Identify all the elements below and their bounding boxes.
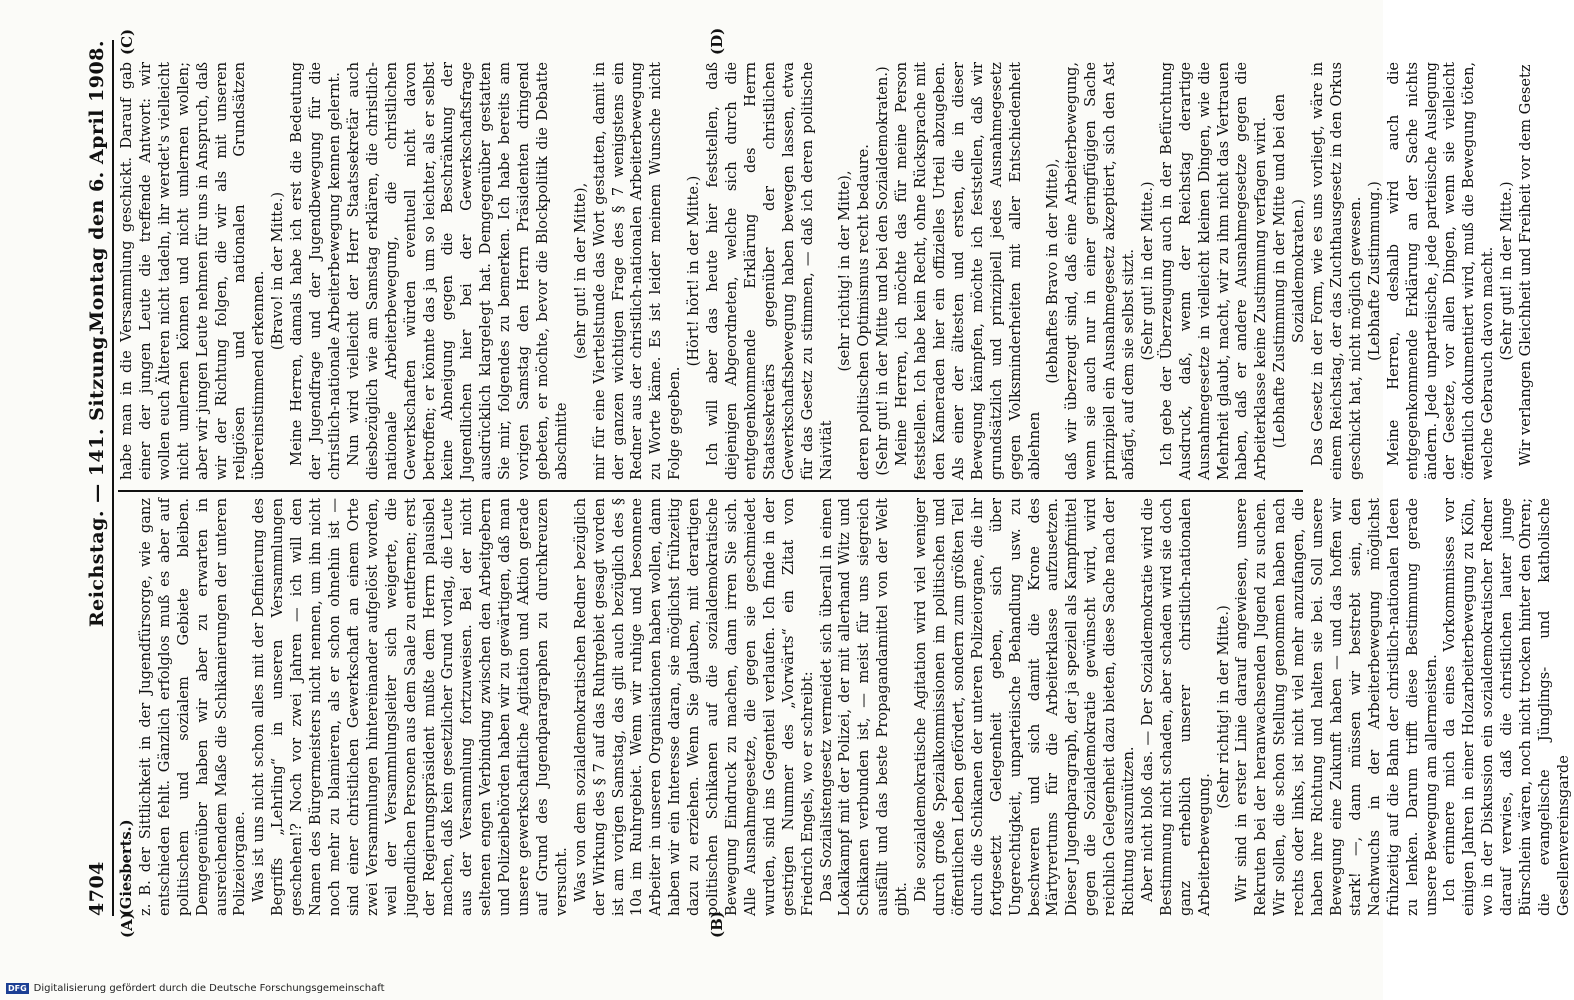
interjection: (Hört! hört! in der Mitte.) bbox=[685, 175, 703, 367]
paragraph: Die sozialdemokratische Agitation wird viel weniger durch große Spezialkommissionen im politischen und öffentlichen Leben gefördert, sondern zum größten Teil durch die Schikanen der unteren Polizeiorgane, die ihr fortgesetzt Gelegenheit geben, sich über Ungerechtigkeit, unparteiische Behandlung usw. zu beschweren und sich damit die Krone des Märtyrertums für die Arbeiterklasse aufzusetzen. Dieser Jugendparagraph, der ja speziell als Kampfmittel gegen die Sozialdemokratie gewünscht wird, wird reichlich Gelegenheit dazu bieten, diese Sache nach der Richtung auszunützen. bbox=[912, 498, 1138, 916]
paragraph: mir für eine Viertelstunde das Wort gestatten, damit in der ganzen wichtigen Frage des § 7 wenigstens ein Redner aus der christlich-nationalen Arbeiterbewegung zu Worte käme. Es ist leider meinem Wunsche nicht Folge gegeben. bbox=[590, 62, 684, 480]
paragraph: z. B. der Sittlichkeit in der Jugendfürsorge, wie ganz entschieden fehlt. Gänzlich erfolglos muß es aber auf politischem und sozialem Gebiete bleiben. Demgegenüber haben wir aber zu erwarten in ausreichendem Maße die Schikanierungen der unteren Polizeiorgane. bbox=[136, 498, 249, 916]
margin-letter-b: (B) bbox=[708, 911, 726, 938]
margin-letter-d: (D) bbox=[708, 27, 726, 55]
digitization-footer bbox=[6, 983, 385, 994]
margin-letter-c: (C) bbox=[118, 28, 136, 55]
margin-letter-a: (A) bbox=[118, 912, 136, 938]
page-header bbox=[82, 40, 114, 916]
paragraph: Meine Herren, damals habe ich erst die Bedeutung der Jugendfrage und der Jugendbewegung für die christlich-nationale Arbeiterbewegung kennen gelernt. bbox=[288, 62, 343, 480]
session-date: Montag den 6. April 1908. bbox=[86, 40, 108, 332]
interjection: (sehr gut! in der Mitte), bbox=[571, 182, 589, 360]
interjection: (Sehr gut! in der Mitte.) bbox=[1498, 181, 1516, 361]
speaker-name: (Giesberts.) bbox=[118, 819, 135, 916]
paragraph: Was von dem sozialdemokratischen Redner bezüglich der Wirkung des § 7 auf das Ruhrgebiet gesagt worden ist am vorigen Samstag, das gilt auch bezüglich des § 10a im Ruhrgebiet. Wenn wir ruhige und besonnene Arbeiter in unseren Organisationen haben wollen, dann haben wir ein Interesse daran, sie möglichst frühzeitig dazu zu erziehen. Wenn Sie glauben, mit derartigen politischen Schikanen auf die sozialdemokratische Bewegung Eindruck zu machen, dann irren Sie sich. Alle Ausnahmegesetze, die gegen sie geschmiedet wurden, sind ins Gegenteil verlaufen. Ich finde in der gestrigen Nummer des „Vorwärts“ ein Zitat von Friedrich Engels, wo er schreibt: bbox=[571, 498, 816, 916]
paragraph: habe man in die Versammlung geschickt. Darauf gab einer der jungen Leute die treffende Antwort: wir wollen euch Älteren nicht tadeln, ihr werdet's vielleicht nicht umlernen können und nicht umlernen wollen; aber wir jungen Leute nehmen für uns in Anspruch, daß wir der Richtung folgen, die wir als mit unseren religiösen und nationalen Grundsätzen übereinstimmend erkennen. bbox=[118, 62, 268, 480]
interjection: (sehr richtig! in der Mitte), bbox=[836, 170, 854, 372]
page-number: 4704 bbox=[86, 861, 108, 916]
left-column bbox=[118, 498, 1572, 916]
dfg-logo: DFG bbox=[8, 984, 27, 993]
paragraph: Das Gesetz in der Form, wie es uns vorliegt, wäre in einem Reichstag, der das Zuchthausgesetz in den Orkus geschickt hat, nicht möglich gewesen. bbox=[1309, 62, 1364, 480]
paragraph: Aber nicht bloß das. — Der Sozialdemokratie wird die Bestimmung nicht schaden, aber schaden wird sie doch ganz erheblich unserer christlich-nationalen Arbeiterbewegung. bbox=[1138, 498, 1213, 916]
paragraph: Meine Herren, ich möchte das für meine Person feststellen. Ich habe kein Recht, ohne Rücksprache mit den Kameraden hier ein offizielles Urteil abzugeben. Als einer der ältesten und ersten, die in dieser Bewegung kämpfen, möchte ich feststellen, daß wir grundsätzlich und prinzipiell jedes Ausnahmegesetz gegen Volksminderheiten mit aller Entschiedenheit ablehnen bbox=[893, 62, 1043, 480]
paragraph: Ich erinnere mich da eines Vorkommnisses vor einigen Jahren in einer Holzarbeiterbewegung zu Köln, wo in der Diskussion ein sozialdemokratischer Redner darauf verwies, daß die christlichen lauter junge Bürschlein wären, noch nicht trocken hinter den Ohren; die evangelische Jünglings- und katholische Gesellenvereinsgarde bbox=[1441, 498, 1572, 916]
paragraph: daß wir überzeugt sind, daß eine Arbeiterbewegung, wenn sie auch nur in einer geringfügigen Sache prinzipiell ein Ausnahmegesetz akzeptiert, sich den Ast abfägt, auf dem sie selbst sitzt. bbox=[1063, 62, 1138, 480]
paragraph: Ich will aber das heute hier feststellen, daß diejenigen Abgeordneten, welche sich durch die entgegenkommende Erklärung des Herrn Staatssekretärs gegenüber der christlichen Gewerkschaftsbewegung haben bewegen lassen, etwa für das Gesetz zu stimmen, — daß ich deren politische Naivität bbox=[704, 62, 835, 480]
paragraph: Das Sozialistengesetz vermeidet sich überall in einen Lokalkampf mit der Polizei, der mit allerhand Witz und Schikanen verbunden ist, — meist für uns siegreich ausfällt und das beste Propagandamittel von der Welt gibt. bbox=[817, 498, 911, 916]
right-column bbox=[118, 62, 1535, 480]
paragraph: Nun wird vielleicht der Herr Staatssekretär auch diesbezüglich wie am Samstag erklären, die christlich-nationale Arbeiterbewegung, die christlichen Gewerkschaften würden eventuell nicht davon betroffen; er könnte das ja um so leichter, als er selbst keine Abneigung gegen die Beschränkung der Jugendlichen hier bei der Gewerkschaftsfrage ausdrücklich klargelegt hat. Demgegenüber gestatten Sie mir, folgendes zu bemerken. Ich habe bereits am vorigen Samstag den Herrn Präsidenten dringend gebeten, er möchte, bevor die Blockpolitik die Debatte abschnitte bbox=[344, 62, 570, 480]
interjection: (Sehr richtig! in der Mitte.) bbox=[1214, 605, 1232, 809]
paragraph: deren politischen Optimismus recht bedaure. bbox=[855, 144, 873, 480]
interjection: (lebhaftes Bravo in der Mitte), bbox=[1044, 158, 1062, 384]
paragraph: Wir verlangen Gleichheit und Freiheit vor dem Gesetz bbox=[1517, 64, 1535, 466]
column-divider bbox=[118, 490, 1303, 492]
session-title: Reichstag. — 141. Sitzung. bbox=[86, 328, 108, 628]
paragraph: Meine Herren, deshalb wird auch die entgegenkommende Erklärung an der Sache nichts ändern. Jede unparteiische, jede parteiische Auslegung der Gesetze, vor allen Dingen, wenn sie vielleicht öffentlich dokumentiert wird, muß die Bewegung töten, welche Gebrauch davon macht. bbox=[1384, 62, 1497, 480]
paragraph: Wir sind in erster Linie darauf angewiesen, unsere Rekruten bei der heranwachsenden Jugend zu suchen. Wir sollen, die schon Stellung genommen haben nach rechts oder links, ist nicht viel mehr anzufangen, die haben ihre Richtung und halten sie bei. Soll unsere Bewegung eine Zukunft haben — und das hoffen wir stark! —, dann müssen wir bestrebt sein, den Nachwuchs in der Arbeiterbewegung möglichst frühzeitig auf die Bahn der christlich-nationalen Ideen zu lenken. Darum trifft diese Bestimmung gerade unsere Bewegung am allermeisten. bbox=[1233, 498, 1440, 916]
paragraph: Was ist uns nicht schon alles mit der Definierung des Begriffs „Lehrling“ in unseren Versammlungen geschehen!? Noch vor zwei Jahren — ich will den Namen des Bürgermeisters nicht nennen, um ihn nicht noch mehr zu blamieren, als er schon ohnehin ist — sind einer christlichen Gewerkschaft an einem Orte zwei Versammlungen hintereinander aufgelöst worden, weil der Versammlungsleiter sich weigerte, die jugendlichen Personen aus dem Saale zu entfernen; erst der Regierungspräsident mußte dem Herrn plausibel machen, daß kein gesetzlicher Grund vorlag, die Leute aus der Versammlung fortzuweisen. Bei der nicht seltenen engen Verbindung zwischen den Arbeitgebern und Polizeibehörden haben wir zu gewärtigen, daß man unsere gewerkschaftliche Agitation und Aktion gerade auf Grund des Jugendparagraphen zu durchkreuzen versucht. bbox=[250, 498, 570, 916]
interjection: (Lebhafte Zustimmung.) bbox=[1365, 181, 1383, 361]
interjection: (Lebhafte Zustimmung in der Mitte und bei den Sozialdemokraten.) bbox=[1271, 93, 1308, 449]
interjection: (Bravo! in der Mitte.) bbox=[269, 191, 287, 351]
interjection: (Sehr gut! in der Mitte und bei den Sozialdemokraten.) bbox=[874, 66, 892, 476]
footer-text: Digitalisierung gefördert durch die Deutsche Forschungsgemeinschaft bbox=[33, 983, 385, 994]
paragraph: Ich gebe der Überzeugung auch in der Befürchtung Ausdruck, daß, wenn der Reichstag derartige Ausnahmegesetze in vielleicht kleinen Dingen, wie die Mehrheit glaubt, macht, wir zu ihm nicht das Vertrauen haben, daß er andere Ausnahmegesetze gegen die Arbeiterklasse keine Zustimmung verfagen wird. bbox=[1157, 62, 1270, 480]
interjection: (Sehr gut! in der Mitte.) bbox=[1138, 181, 1156, 361]
